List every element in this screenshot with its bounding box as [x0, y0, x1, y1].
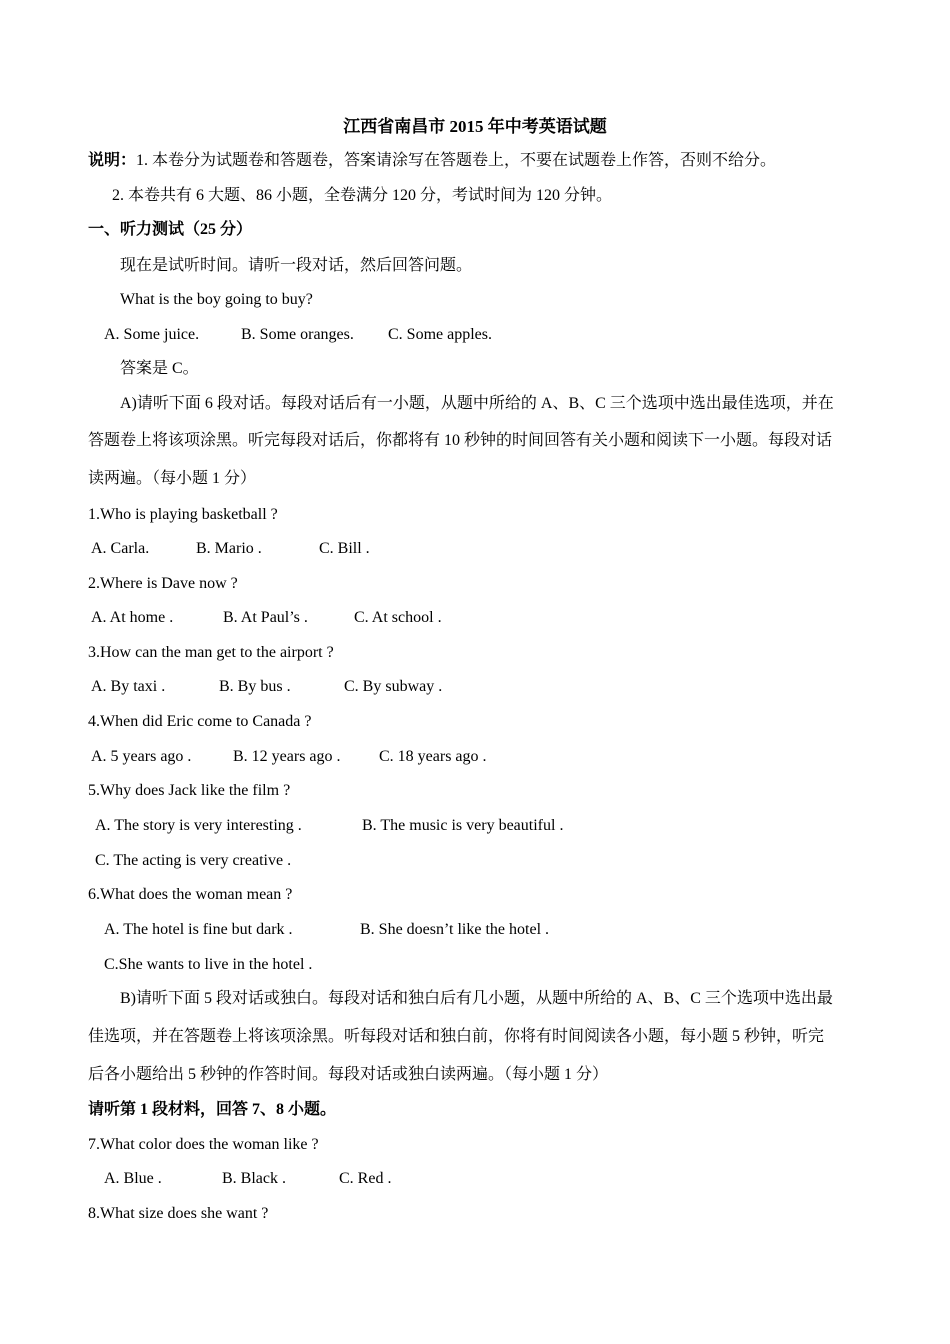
question-6-stem: 6.What does the woman mean ? — [88, 886, 293, 903]
option: C. Bill . — [319, 540, 370, 557]
option: B. Black . — [222, 1170, 286, 1187]
option: A. The hotel is fine but dark . — [104, 921, 293, 938]
instructions-line-1 — [88, 151, 776, 171]
option: C. At school . — [354, 609, 442, 626]
option: C. By subway . — [344, 678, 443, 695]
option: A. At home . — [91, 609, 174, 626]
option: A. By taxi . — [91, 678, 166, 695]
instructions-label: 说明： — [88, 152, 137, 169]
option: C. 18 years ago . — [379, 748, 487, 765]
question-7-options — [104, 1169, 391, 1189]
trial-intro: 现在是试听时间。请听一段对话，然后回答问题。 — [120, 257, 473, 274]
option: B. 12 years ago . — [233, 748, 341, 765]
question-3-stem: 3.How can the man get to the airport ? — [88, 644, 334, 661]
part-a-instructions-3: 读两遍。（每小题 1 分） — [88, 470, 257, 487]
question-1-options — [91, 539, 370, 559]
trial-question: What is the boy going to buy? — [120, 291, 313, 308]
part-b-instructions-2: 佳选项，并在答题卷上将该项涂黑。听每段对话和独白前，你将有时间阅读各小题，每小题 5 秒钟，听完 — [88, 1028, 825, 1045]
option: B. She doesn’t like the hotel . — [360, 921, 550, 938]
question-4-stem: 4.When did Eric come to Canada ? — [88, 713, 312, 730]
question-2-stem: 2.Where is Dave now ? — [88, 575, 238, 592]
part-a-instructions-2: 答题卷上将该项涂黑。听完每段对话后，你都将有 10 秒钟的时间回答有关小题和阅读下一小题。每段对话 — [88, 432, 833, 449]
option: A. Carla. — [91, 540, 150, 557]
question-6-option-c: C.She wants to live in the hotel . — [104, 956, 313, 973]
question-2-options — [91, 608, 442, 628]
option: B. By bus . — [219, 678, 291, 695]
option: C. Some apples. — [388, 326, 492, 343]
trial-options — [104, 325, 492, 345]
option: A. Some juice. — [104, 326, 200, 343]
instructions-item-1: 1. 本卷分为试题卷和答题卷，答案请涂写在答题卷上，不要在试题卷上作答，否则不给分。 — [136, 152, 777, 169]
question-6-options-row-1 — [104, 920, 549, 940]
material-1-heading: 请听第 1 段材料，回答 7、8 小题。 — [88, 1101, 337, 1118]
trial-answer: 答案是 C。 — [120, 360, 199, 377]
option: C. Red . — [339, 1170, 392, 1187]
page-title: 江西省南昌市 2015 年中考英语试题 — [343, 117, 607, 136]
question-5-options-row-1 — [95, 816, 563, 836]
option: A. 5 years ago . — [91, 748, 192, 765]
question-5-option-c: C. The acting is very creative . — [95, 852, 292, 869]
option: A. The story is very interesting . — [95, 817, 302, 834]
option: B. Some oranges. — [241, 326, 354, 343]
question-3-options — [91, 677, 442, 697]
question-7-stem: 7.What color does the woman like ? — [88, 1136, 319, 1153]
question-1-stem: 1.Who is playing basketball ? — [88, 506, 278, 523]
part-b-instructions-1: B)请听下面 5 段对话或独白。每段对话和独白后有几小题，从题中所给的 A、B、C 三个选项中选出最 — [120, 990, 833, 1007]
part-b-instructions-3: 后各小题给出 5 秒钟的作答时间。每段对话或独白读两遍。（每小题 1 分） — [88, 1066, 609, 1083]
question-5-stem: 5.Why does Jack like the film ? — [88, 782, 291, 799]
question-8-stem: 8.What size does she want ? — [88, 1205, 269, 1222]
option: A. Blue . — [104, 1170, 162, 1187]
option: B. At Paul’s . — [223, 609, 308, 626]
question-4-options — [91, 747, 487, 767]
option: B. Mario . — [196, 540, 262, 557]
section-heading-listening: 一、听力测试（25 分） — [88, 221, 253, 238]
part-a-instructions-1: A)请听下面 6 段对话。每段对话后有一小题，从题中所给的 A、B、C 三个选项中选出最佳选项，并在 — [120, 395, 834, 412]
option: B. The music is very beautiful . — [362, 817, 564, 834]
instructions-item-2: 2. 本卷共有 6 大题、86 小题，全卷满分 120 分，考试时间为 120 分钟。 — [112, 187, 613, 204]
